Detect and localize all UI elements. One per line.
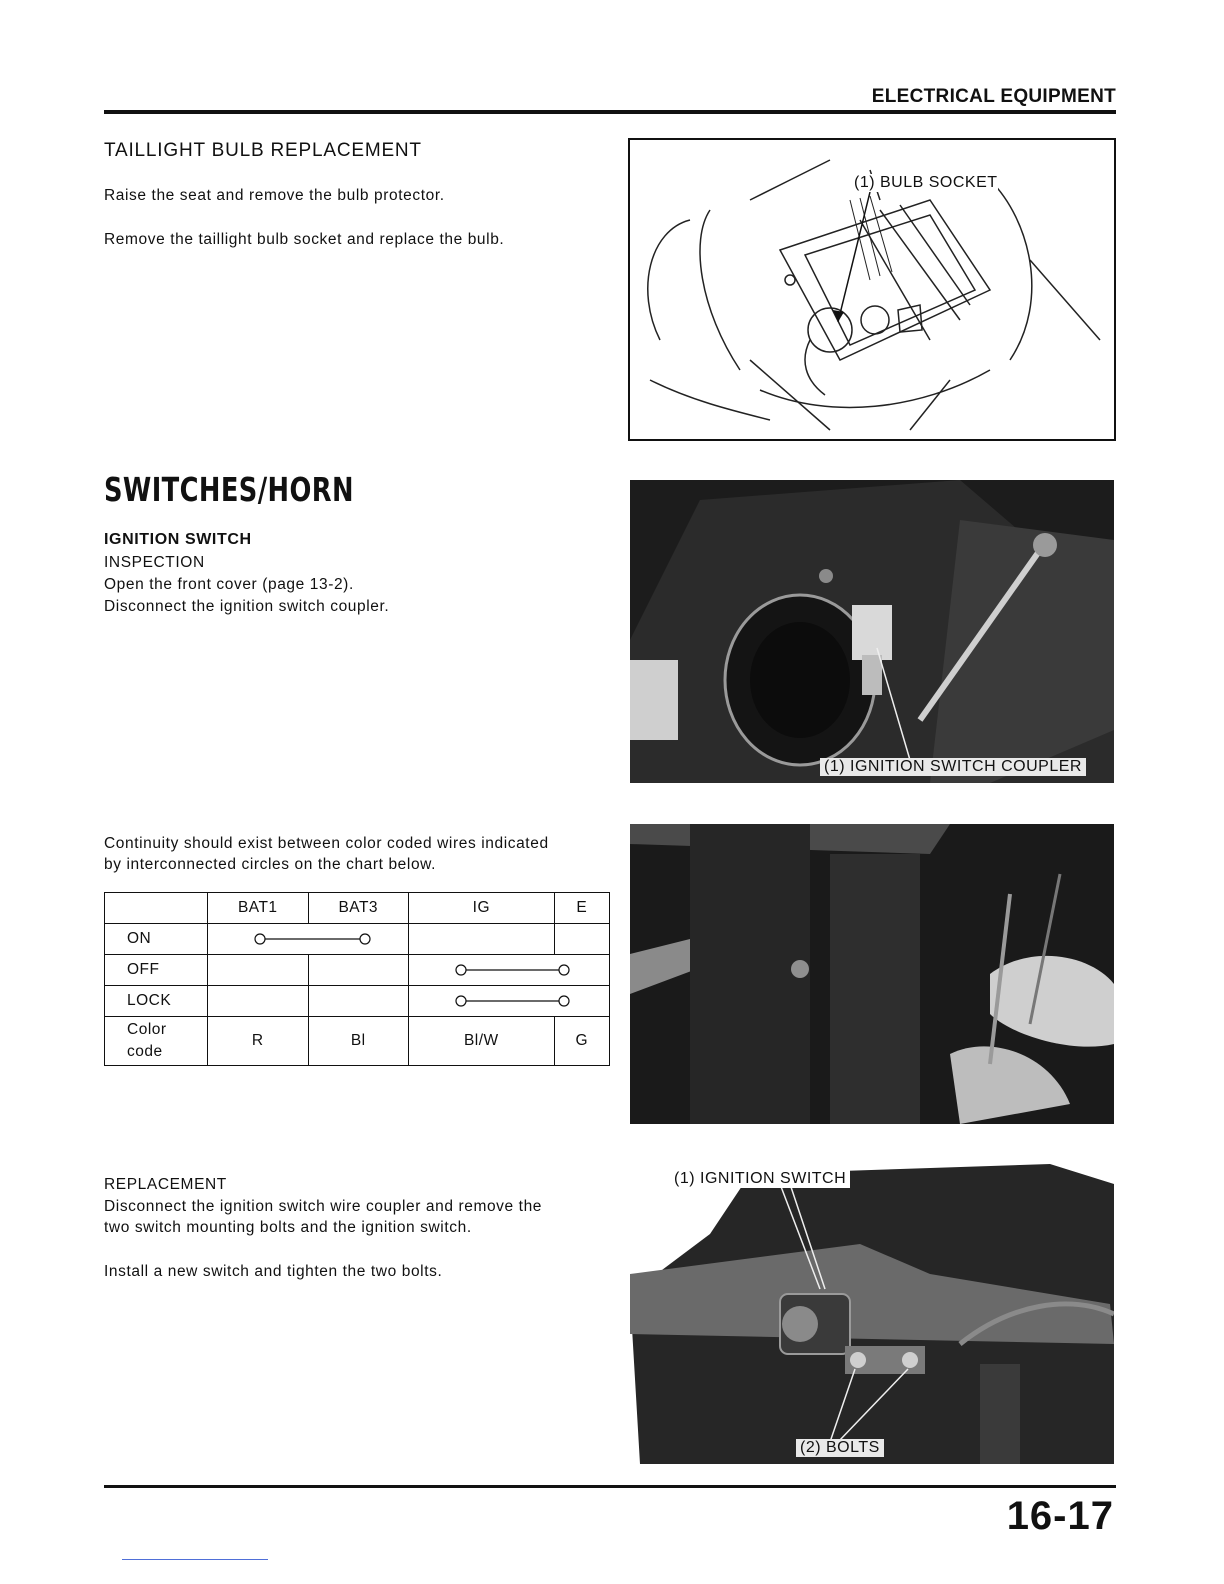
row-label-color-code <box>105 1017 208 1066</box>
table-header-bat3: BAT3 <box>308 893 409 924</box>
on-continuity-link <box>208 924 408 954</box>
replacement-label: REPLACEMENT <box>104 1176 227 1193</box>
continuity-test-photo <box>630 824 1114 1124</box>
table-row-on <box>105 924 610 955</box>
ignition-switch-photo <box>630 1164 1114 1464</box>
color-label-line-2: code <box>127 1043 163 1060</box>
lock-continuity-link <box>409 986 609 1016</box>
row-label-lock: LOCK <box>105 986 208 1017</box>
continuity-text-2: by interconnected circles on the chart below. <box>104 856 437 873</box>
color-code-ig: Bl/W <box>409 1017 555 1066</box>
footer-rule <box>104 1485 1116 1488</box>
off-continuity-link <box>409 955 609 985</box>
bottom-link-underline <box>122 1559 268 1560</box>
table-row-off <box>105 955 610 986</box>
replacement-text-1: Disconnect the ignition switch wire coupler and remove the <box>104 1198 543 1215</box>
taillight-step-1: Raise the seat and remove the bulb protector. <box>104 187 445 204</box>
taillight-step-2: Remove the taillight bulb socket and replace the bulb. <box>104 231 505 248</box>
bolts-callout: (2) BOLTS <box>796 1439 884 1457</box>
ignition-switch-subtitle: IGNITION SWITCH <box>104 531 252 548</box>
bulb-socket-leader-line <box>838 192 870 322</box>
off-ig-e-continuity <box>409 955 610 986</box>
table-header-ig: IG <box>409 893 555 924</box>
row-label-on: ON <box>105 924 208 955</box>
inspection-line-1: Open the front cover (page 13-2). <box>104 576 354 593</box>
taillight-title: TAILLIGHT BULB REPLACEMENT <box>104 140 422 161</box>
row-label-off: OFF <box>105 955 208 986</box>
table-header-e: E <box>554 893 609 924</box>
inspection-line-2: Disconnect the ignition switch coupler. <box>104 598 390 615</box>
color-label-line-1: Color <box>127 1021 167 1038</box>
section-header: ELECTRICAL EQUIPMENT <box>871 86 1116 107</box>
table-row-lock <box>105 986 610 1017</box>
replacement-text-3: Install a new switch and tighten the two bolts. <box>104 1263 443 1280</box>
color-code-bat1: R <box>208 1017 309 1066</box>
ignition-coupler-photo <box>630 480 1114 783</box>
table-header-blank <box>105 893 208 924</box>
color-code-bat3: Bl <box>308 1017 409 1066</box>
continuity-table <box>104 892 610 1066</box>
bulb-socket-callout: (1) BULB SOCKET <box>854 174 998 191</box>
lock-ig-e-continuity <box>409 986 610 1017</box>
replacement-text-2: two switch mounting bolts and the ignition switch. <box>104 1219 472 1236</box>
color-code-e: G <box>554 1017 609 1066</box>
table-header-row <box>105 893 610 924</box>
header-rule <box>104 110 1116 114</box>
page-number: 16-17 <box>1006 1494 1114 1538</box>
on-bat1-bat3-continuity <box>208 924 409 955</box>
inspection-label: INSPECTION <box>104 554 205 571</box>
table-row-color-code <box>105 1017 610 1066</box>
switches-horn-title: SWITCHES/HORN <box>104 470 354 509</box>
ignition-switch-callout: (1) IGNITION SWITCH <box>674 1170 850 1188</box>
bulb-socket-figure <box>628 138 1116 441</box>
ignition-coupler-callout: (1) IGNITION SWITCH COUPLER <box>820 758 1086 776</box>
table-header-bat1: BAT1 <box>208 893 309 924</box>
continuity-text-1: Continuity should exist between color coded wires indicated <box>104 835 549 852</box>
